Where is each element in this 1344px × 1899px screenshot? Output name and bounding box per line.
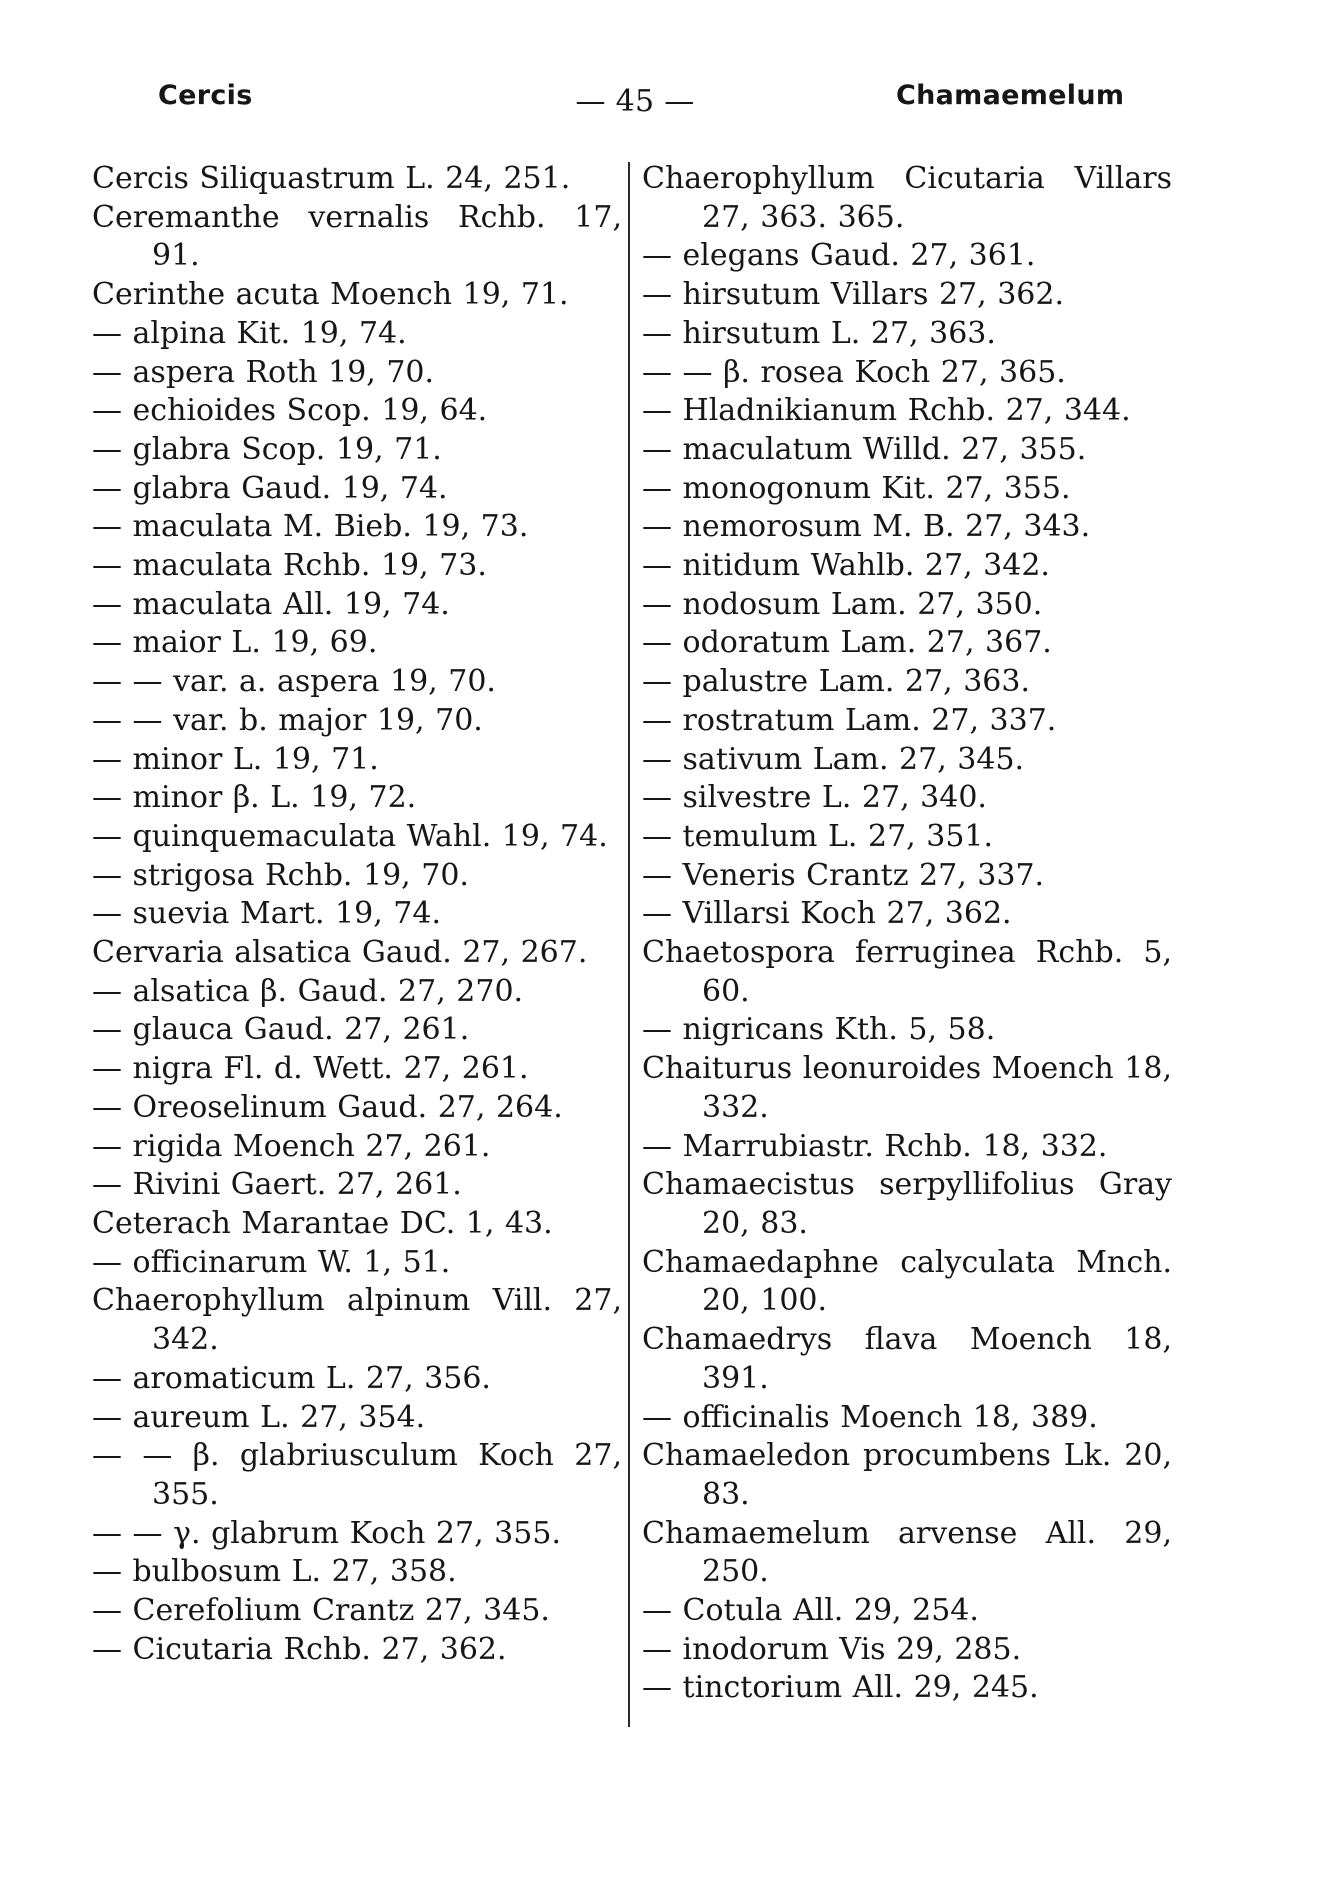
index-entry: — palustre Lam. 27, 363. (642, 664, 1030, 700)
index-entry: — aureum L. 27, 354. (92, 1399, 426, 1435)
index-entry: — monogonum Kit. 27, 355. (642, 470, 1071, 506)
index-entry: — maculata Rchb. 19, 73. (92, 548, 487, 584)
index-entry: — odoratum Lam. 27, 367. (642, 625, 1052, 661)
index-entry: — Hladnikianum Rchb. 27, 344. (642, 393, 1131, 429)
index-entry: — Villarsi Koch 27, 362. (642, 896, 1012, 932)
index-entry: — maior L. 19, 69. (92, 625, 378, 661)
index-entry: Chamaedrys flava Moench 18, 391. (642, 1322, 1172, 1396)
index-entry: — temulum L. 27, 351. (642, 818, 994, 854)
left-column (92, 160, 622, 1669)
index-entry: — rostratum Lam. 27, 337. (642, 702, 1057, 738)
running-head-right: Chamaemelum (896, 80, 1125, 111)
index-entry: Chamaeledon procumbens Lk. 20, 83. (642, 1438, 1172, 1512)
index-entry: — Oreoselinum Gaud. 27, 264. (92, 1089, 563, 1125)
index-entry: — maculata All. 19, 74. (92, 586, 450, 622)
index-entry: — Marrubiastr. Rchb. 18, 332. (642, 1128, 1108, 1164)
index-entry: Ceterach Marantae DC. 1, 43. (92, 1205, 553, 1241)
index-entry: — alsatica β. Gaud. 27, 270. (92, 973, 524, 1009)
index-entry: — — β. glabriusculum Koch 27, 355. (92, 1438, 622, 1512)
index-entry: — maculatum Willd. 27, 355. (642, 431, 1087, 467)
right-column (642, 160, 1172, 1708)
index-entry: — tinctorium All. 29, 245. (642, 1670, 1039, 1706)
index-entry: Chaerophyllum alpinum Vill. 27, 342. (92, 1283, 622, 1358)
index-entry: — Veneris Crantz 27, 337. (642, 857, 1045, 893)
index-entry: — nodosum Lam. 27, 350. (642, 586, 1043, 622)
index-entry: Chamaedaphne calyculata Mnch. 20, 100. (642, 1244, 1172, 1319)
index-entry: — strigosa Rchb. 19, 70. (92, 857, 469, 893)
index-entry: Cerinthe acuta Moench 19, 71. (92, 277, 569, 313)
index-entry: — nigricans Kth. 5, 58. (642, 1012, 996, 1048)
index-entry: — hirsutum L. 27, 363. (642, 315, 996, 351)
index-entry: — elegans Gaud. 27, 361. (642, 238, 1036, 274)
index-entry: — Cicutaria Rchb. 27, 362. (92, 1631, 507, 1667)
index-entry: — echioides Scop. 19, 64. (92, 393, 488, 429)
index-entry: — Rivini Gaert. 27, 261. (92, 1167, 462, 1203)
index-entry: Ceremanthe vernalis Rchb. 17, 91. (92, 199, 622, 274)
index-entry: — — γ. glabrum Koch 27, 355. (92, 1515, 561, 1551)
index-entry: — aspera Roth 19, 70. (92, 354, 435, 390)
index-entry: — glauca Gaud. 27, 261. (92, 1012, 470, 1048)
index-entry: — hirsutum Villars 27, 362. (642, 277, 1064, 313)
index-entry: — silvestre L. 27, 340. (642, 780, 987, 816)
index-entry: — aromaticum L. 27, 356. (92, 1360, 491, 1396)
index-entry: — — var. b. major 19, 70. (92, 702, 483, 738)
index-entry: — alpina Kit. 19, 74. (92, 315, 407, 351)
running-head-left: Cercis (158, 80, 253, 111)
index-entry: Chaiturus leonuroides Moench 18, 332. (642, 1051, 1172, 1125)
index-entry: — suevia Mart. 19, 74. (92, 896, 441, 932)
index-entry: — bulbosum L. 27, 358. (92, 1554, 457, 1590)
index-entry: Chamaemelum arvense All. 29, 250. (642, 1515, 1172, 1590)
index-entry: — glabra Gaud. 19, 74. (92, 470, 448, 506)
index-entry: Chaetospora ferruginea Rchb. 5, 60. (642, 935, 1172, 1009)
column-divider (628, 162, 630, 1727)
index-entry: — maculata M. Bieb. 19, 73. (92, 509, 529, 545)
index-entry: — nitidum Wahlb. 27, 342. (642, 548, 1050, 584)
index-entry: — minor β. L. 19, 72. (92, 780, 417, 816)
index-entry: Chamaecistus serpyllifolius Gray 20, 83. (642, 1167, 1172, 1241)
index-entry: — minor L. 19, 71. (92, 741, 379, 777)
index-entry: — — β. rosea Koch 27, 365. (642, 354, 1066, 390)
index-entry: — officinarum W. 1, 51. (92, 1244, 451, 1280)
index-entry: — rigida Moench 27, 261. (92, 1128, 491, 1164)
index-entry: — nigra Fl. d. Wett. 27, 261. (92, 1051, 529, 1087)
index-entry: — — var. a. aspera 19, 70. (92, 664, 496, 700)
index-entry: — nemorosum M. B. 27, 343. (642, 509, 1091, 545)
index-entry: — inodorum Vis 29, 285. (642, 1631, 1022, 1667)
index-entry: — officinalis Moench 18, 389. (642, 1399, 1098, 1435)
index-entry: — quinquemaculata Wahl. 19, 74. (92, 818, 608, 854)
index-entry: — Cerefolium Crantz 27, 345. (92, 1593, 550, 1629)
index-entry: Chaerophyllum Cicutaria Villars 27, 363. 365. (642, 161, 1172, 235)
page-number: — 45 — (575, 84, 695, 119)
index-entry: — Cotula All. 29, 254. (642, 1593, 979, 1629)
index-entry: — sativum Lam. 27, 345. (642, 741, 1025, 777)
index-entry: Cervaria alsatica Gaud. 27, 267. (92, 935, 588, 971)
index-entry: — glabra Scop. 19, 71. (92, 431, 442, 467)
index-entry: Cercis Siliquastrum L. 24, 251. (92, 161, 571, 196)
